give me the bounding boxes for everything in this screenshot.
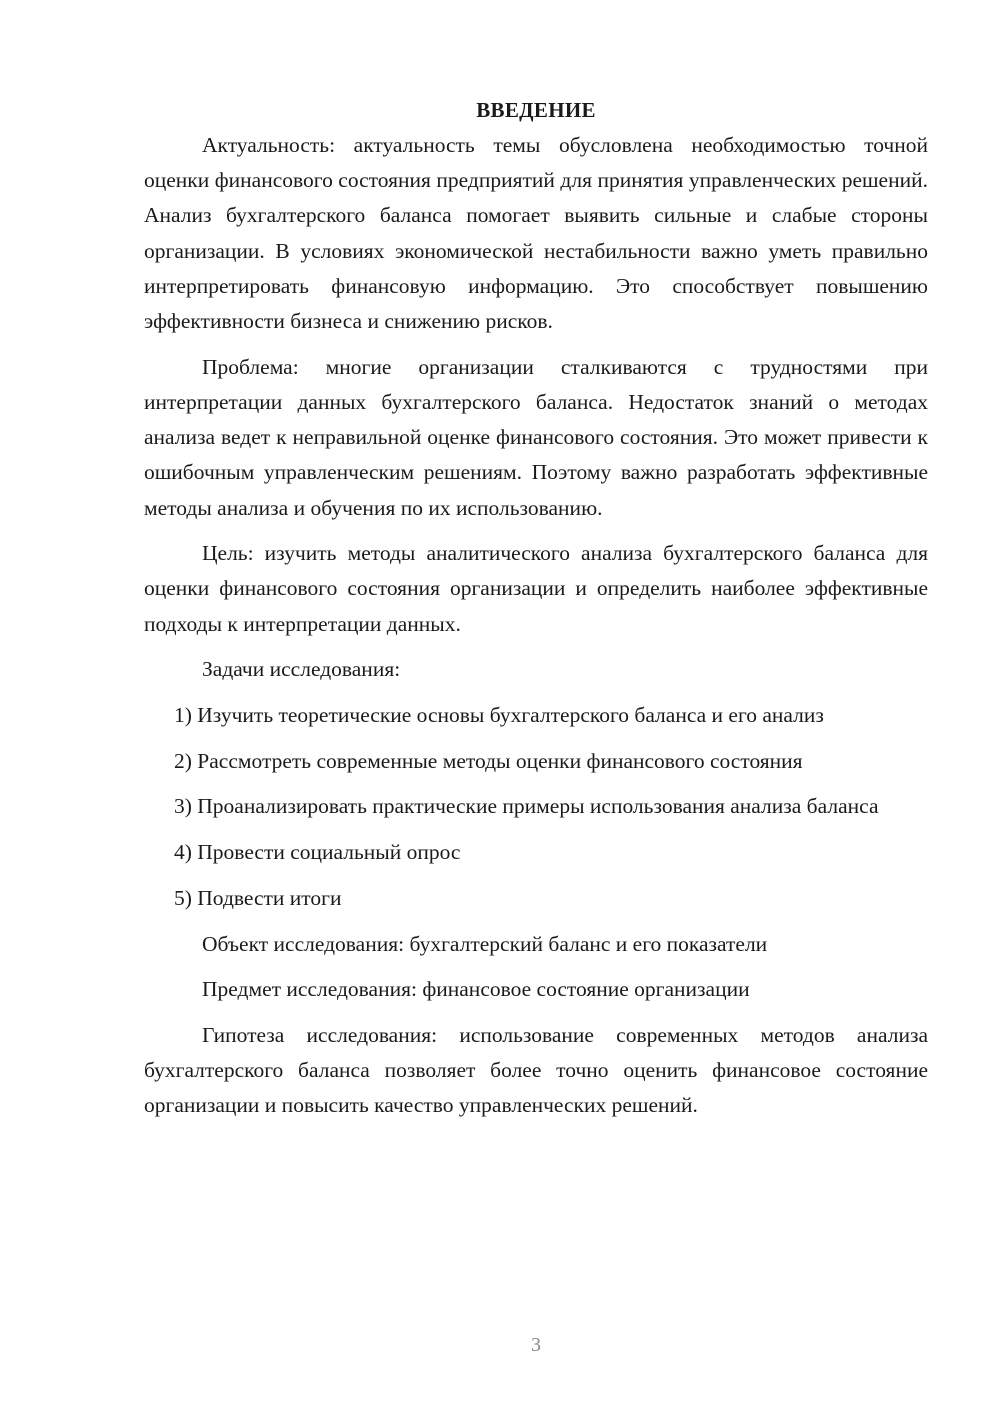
section-heading: ВВЕДЕНИЕ	[476, 98, 596, 122]
task-item-3: 3) Проанализировать практические примеры использования анализа баланса	[174, 794, 879, 819]
document-page	[144, 92, 928, 1134]
subject-paragraph: Предмет исследования: финансовое состояние организации	[202, 977, 750, 1002]
task-item-4: 4) Провести социальный опрос	[174, 840, 461, 865]
object-paragraph: Объект исследования: бухгалтерский баланс и его показатели	[202, 931, 768, 956]
tasks-label: Задачи исследования:	[202, 657, 401, 682]
task-item-1: 1) Изучить теоретические основы бухгалтерского баланса и его анализ	[174, 703, 824, 728]
relevance-paragraph: Актуальность: актуальность темы обусловлена необходимостью точной оценки финансового состояния предприятий для принятия управленческих решений. Анализ бухгалтерского баланса помогает выявить сильные и слабые стороны организации. В условиях экономической нестабильности важно уметь правильно интерпретировать финансовую информацию. Это способствует повышению эффективности бизнеса и снижению рисков.	[144, 133, 928, 334]
problem-paragraph: Проблема: многие организации сталкиваются с трудностями при интерпретации данных бухгалтерского баланса. Недостаток знаний о методах анализа ведет к неправильной оценке финансового состояния. Это может привести к ошибочным управленческим решениям. Поэтому важно разработать эффективные методы анализа и обучения по их использованию.	[144, 354, 928, 520]
task-item-5: 5) Подвести итоги	[174, 885, 342, 910]
task-item-2: 2) Рассмотреть современные методы оценки финансового состояния	[174, 748, 803, 773]
page-number: 3	[531, 1334, 541, 1356]
goal-paragraph: Цель: изучить методы аналитического анализа бухгалтерского баланса для оценки финансового состояния организации и определить наиболее эффективные подходы к интерпретации данных.	[144, 541, 928, 636]
hypothesis-paragraph: Гипотеза исследования: использование современных методов анализа бухгалтерского баланса позволяет более точно оценить финансовое состояние организации и повысить качество управленческих решений.	[144, 1022, 928, 1118]
